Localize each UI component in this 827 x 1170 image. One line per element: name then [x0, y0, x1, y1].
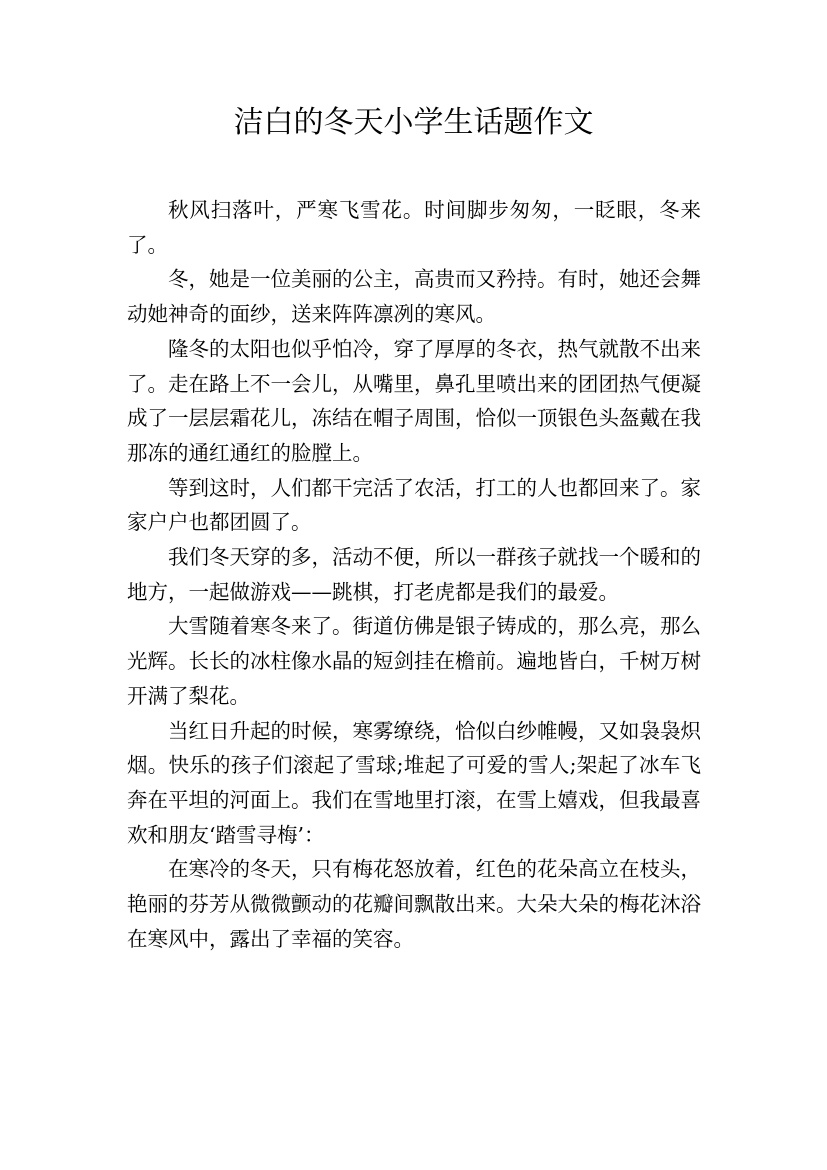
paragraph-5: 我们冬天穿的多，活动不便，所以一群孩子就找一个暖和的地方，一起做游戏——跳棋，打老虎都是我们的最爱。 [127, 545, 701, 604]
paragraph-7: 当红日升起的时候，寒雾缭绕，恰似白纱帷幔，又如袅袅炽烟。快乐的孩子们滚起了雪球;堆起了可爱的雪人;架起了冰车飞奔在平坦的河面上。我们在雪地里打滚，在雪上嬉戏，但我最喜欢和朋友‘踏雪寻梅’： [127, 718, 701, 847]
paragraph-4: 等到这时，人们都干完活了农活，打工的人也都回来了。家家户户也都团圆了。 [127, 475, 701, 535]
document-body [127, 193, 701, 956]
paragraph-8: 在寒冷的冬天，只有梅花怒放着，红色的花朵高立在枝头，艳丽的芬芳从微微颤动的花瓣间飘散出来。大朵大朵的梅花沐浴在寒风中，露出了幸福的笑容。 [127, 857, 701, 951]
paragraph-2: 冬，她是一位美丽的公主，高贵而又矜持。有时，她还会舞动她神奇的面纱，送来阵阵凛冽的寒风。 [127, 267, 701, 327]
document-title: 洁白的冬天小学生话题作文 [233, 105, 594, 140]
paragraph-6: 大雪随着寒冬来了。街道仿佛是银子铸成的，那么亮，那么光辉。长长的冰柱像水晶的短剑挂在檐前。遍地皆白，千树万树开满了梨花。 [127, 614, 701, 708]
paragraph-3: 隆冬的太阳也似乎怕冷，穿了厚厚的冬衣，热气就散不出来了。走在路上不一会儿，从嘴里，鼻孔里喷出来的团团热气便凝成了一层层霜花儿，冻结在帽子周围，恰似一顶银色头盔戴在我那冻的通红通红的脸膛上。 [127, 336, 701, 465]
paragraph-1: 秋风扫落叶，严寒飞雪花。时间脚步匆匆，一眨眼，冬来了。 [127, 198, 701, 257]
